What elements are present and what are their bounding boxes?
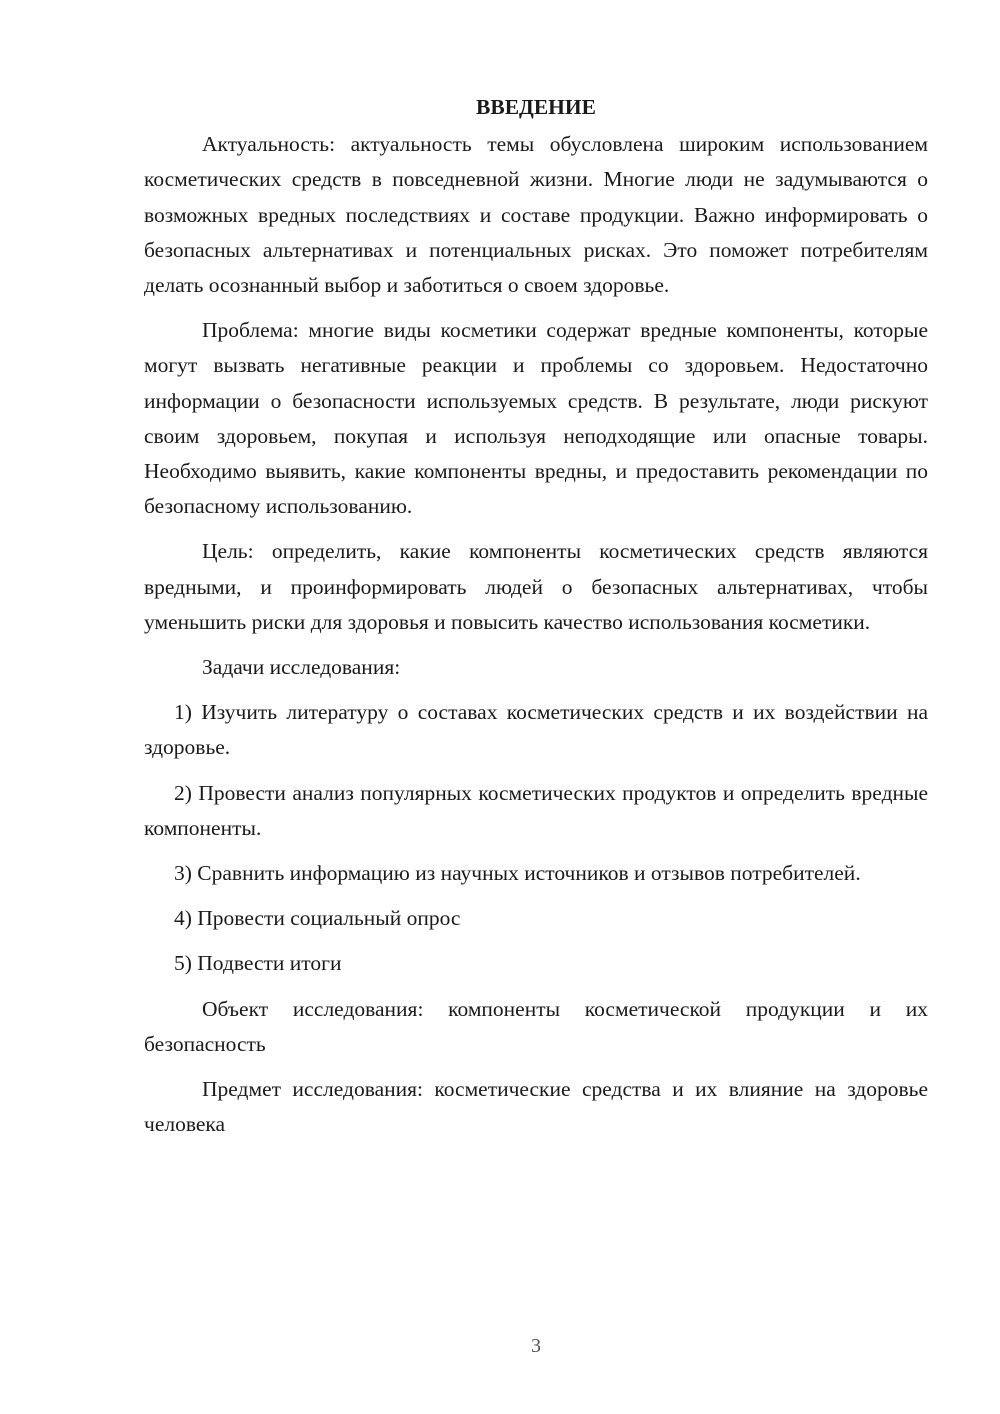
page-number: 3 (531, 1335, 541, 1357)
task-item-3: 3) Сравнить информацию из научных источников и отзывов потребителей. (174, 861, 861, 886)
object-paragraph: Объект исследования: компоненты косметической продукции и их безопасность (144, 996, 928, 1056)
task-item-1: 1) Изучить литературу о составах косметических средств и их воздействии на здоровье. (144, 700, 928, 760)
problem-paragraph: Проблема: многие виды косметики содержат вредные компоненты, которые могут вызвать негативные реакции и проблемы со здоровьем. Недостаточно информации о безопасности используемых средств. В результате, люди рискуют своим здоровьем, покупая и используя неподходящие или опасные товары. Необходимо выявить, какие компоненты вредны, и предоставить рекомендации по безопасному использованию. (144, 318, 928, 519)
subject-paragraph: Предмет исследования: косметические средства и их влияние на здоровье человека (144, 1077, 928, 1137)
task-item-2: 2) Провести анализ популярных косметических продуктов и определить вредные компоненты. (144, 780, 928, 840)
section-title: ВВЕДЕНИЕ (476, 95, 596, 119)
task-item-5: 5) Подвести итоги (174, 951, 342, 976)
page-body (144, 90, 928, 1152)
relevance-paragraph: Актуальность: актуальность темы обусловлена широким использованием косметических средств в повседневной жизни. Многие люди не задумываются о возможных вредных последствиях и составе продукции. Важно информировать о безопасных альтернативах и потенциальных рисках. Это поможет потребителям делать осознанный выбор и заботиться о своем здоровье. (144, 132, 928, 298)
tasks-heading: Задачи исследования: (202, 655, 401, 680)
goal-paragraph: Цель: определить, какие компоненты косметических средств являются вредными, и проинформировать людей о безопасных альтернативах, чтобы уменьшить риски для здоровья и повысить качество использования косметики. (144, 539, 928, 634)
task-item-4: 4) Провести социальный опрос (174, 906, 461, 931)
